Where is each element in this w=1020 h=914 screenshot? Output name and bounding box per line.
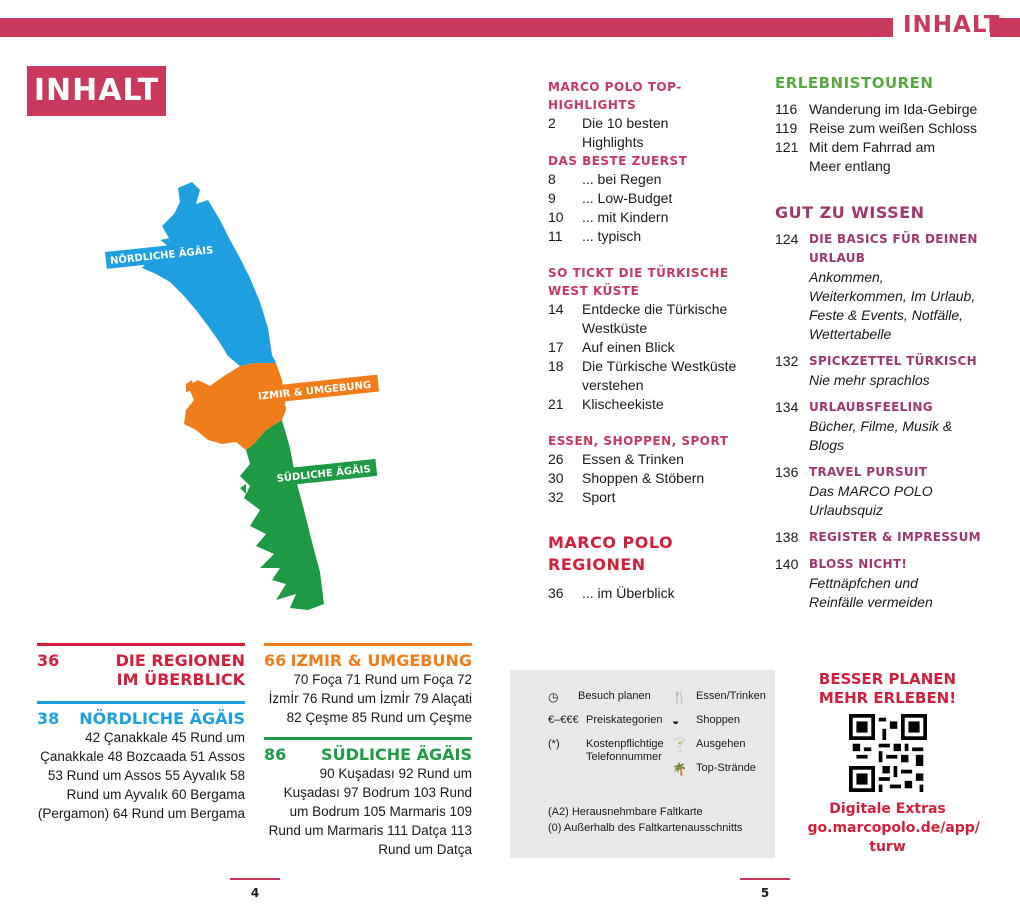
region-title: SÜDLICHE ÄGÄIS [321, 745, 472, 764]
legend-item: 🌴 Top-Strände [672, 762, 756, 776]
toc-entry[interactable]: 11 ... typisch [548, 228, 642, 244]
section-title: MARCO POLO REGIONEN [548, 533, 674, 574]
toc-entry[interactable]: 14 Entdecke die Türkische Westküste [548, 301, 728, 336]
toc-entry[interactable]: 116 Wanderung im Ida-Gebirge [775, 101, 978, 117]
legend-item: (A2) Herausnehmbare Faltkarte [548, 806, 703, 818]
map-island [240, 484, 246, 494]
toc-entry[interactable]: 32 Sport [548, 489, 616, 505]
section-title: GUT ZU WISSEN [775, 203, 925, 222]
region-block-izmir[interactable] [264, 643, 472, 727]
region-number: 38 [37, 709, 60, 728]
toc-section-top-highlights [548, 78, 748, 152]
legend-item: ◷ Besuch planen [548, 690, 651, 704]
toc-entry[interactable]: 36 ... im Überblick [548, 585, 675, 601]
map-region-north [142, 182, 276, 366]
region-pages: 42 Çanakkale 45 Rund um Çanakkale 48 Bozcaada 51 Assos 53 Rund um Assos 55 Ayvalık 58 Rund um Ayvalık 60 Bergama (Pergamon) 64 Rund um Bergama [37, 730, 245, 821]
palm-icon: 🌴 [672, 762, 687, 776]
toc-section-erlebnistouren [775, 74, 985, 176]
legend-item: €–€€€ Preiskategorien [548, 714, 663, 726]
region-block-north[interactable] [37, 701, 245, 823]
qr-code[interactable] [849, 714, 927, 792]
toc-entry[interactable]: 124 DIE BASICS FÜR DEINEN URLAUB Ankommen, Weiterkommen, Im Urlaub, Feste & Events, Notfälle, Wettertabelle [775, 231, 978, 342]
toc-entry[interactable]: 30 Shoppen & Stöbern [548, 470, 705, 486]
promo-link[interactable]: go.marcopolo.de/app/ turw [807, 820, 980, 855]
toc-section-so-tickt [548, 264, 748, 414]
toc-entry[interactable]: 9 ... Low-Budget [548, 190, 673, 206]
promo-extras: Digitale Extras [829, 801, 946, 817]
region-block-south[interactable] [264, 737, 472, 859]
running-title: INHALT [903, 12, 1001, 38]
region-title: NÖRDLICHE ÄGÄIS [79, 709, 245, 728]
svg-text:NÖRDLICHE ÄGÄIS: NÖRDLICHE ÄGÄIS [109, 245, 214, 267]
section-title: DAS BESTE ZUERST [548, 154, 688, 168]
legend-item: 🍸 Ausgehen [672, 738, 746, 752]
toc-section-essen [548, 432, 748, 507]
toc-section-regionen [548, 532, 748, 603]
region-map [100, 180, 400, 620]
toc-entry[interactable]: 136 TRAVEL PURSUIT Das MARCO POLO Urlaubsquiz [775, 464, 933, 518]
region-block-overview[interactable] [37, 643, 245, 689]
page-number-right: 5 [740, 878, 790, 900]
clock-icon: ◷ [548, 690, 559, 704]
toc-section-gut-zu-wissen [775, 204, 985, 620]
page-title: INHALT [27, 66, 166, 116]
section-title: ERLEBNISTOUREN [775, 74, 934, 92]
toc-entry[interactable]: 17 Auf einen Blick [548, 339, 675, 355]
symbol-legend [510, 670, 775, 858]
toc-entry[interactable]: 2 Die 10 besten Highlights [548, 115, 669, 150]
region-pages: 70 Foça 71 Rund um Foça 72 İzmİr 76 Rund um İzmİr 79 Alaçati 82 Çeşme 85 Rund um Çeşme [268, 672, 472, 725]
region-title: DIE REGIONEN IM ÜBERBLICK [115, 651, 245, 689]
toc-entry[interactable]: 119 Reise zum weißen Schloss [775, 120, 978, 136]
section-title: SO TICKT DIE TÜRKISCHE WEST KÜSTE [548, 266, 729, 298]
region-number: 66 [264, 651, 287, 670]
promo-title: BESSER PLANEN MEHR ERLEBEN! [818, 670, 957, 707]
legend-item: ◒ Shoppen [672, 714, 741, 728]
region-number: 86 [264, 745, 287, 764]
legend-item: 🍴 Essen/Trinken [672, 690, 766, 704]
toc-entry[interactable]: 138 REGISTER & IMPRESSUM [775, 529, 981, 545]
toc-entry[interactable]: 140 BLOSS NICHT! Fettnäpfchen und Reinfälle vermeiden [775, 556, 933, 610]
toc-entry[interactable]: 132 SPICKZETTEL TÜRKISCH Nie mehr sprachlos [775, 353, 977, 388]
svg-text:IZMIR & UMGEBUNG: IZMIR & UMGEBUNG [257, 379, 372, 403]
toc-entry[interactable]: 18 Die Türkische Westküste verstehen [548, 358, 737, 393]
page-number-left: 4 [230, 878, 280, 900]
map-region-south [240, 420, 324, 610]
app-promo [795, 670, 980, 857]
svg-text:SÜDLICHE ÄGÄIS: SÜDLICHE ÄGÄIS [276, 464, 372, 485]
cocktail-icon: 🍸 [672, 738, 687, 752]
toc-entry[interactable]: 10 ... mit Kindern [548, 209, 669, 225]
toc-entry[interactable]: 121 Mit dem Fahrrad am Meer entlang [775, 139, 936, 174]
legend-item: (0) Außerhalb des Faltkartenausschnitts [548, 822, 743, 834]
section-title: MARCO POLO TOP-HIGHLIGHTS [548, 80, 682, 112]
region-title: IZMIR & UMGEBUNG [290, 651, 472, 670]
toc-entry[interactable]: 134 URLAUBSFEELING Bücher, Filme, Musik & Blogs [775, 399, 953, 453]
toc-entry[interactable]: 26 Essen & Trinken [548, 451, 684, 467]
toc-section-das-beste [548, 152, 748, 246]
map-island [186, 380, 194, 392]
region-pages: 90 Kuşadası 92 Rund um Kuşadası 97 Bodrum 103 Rund um Bodrum 105 Marmaris 109 Rund um Marmaris 111 Datça 113 Rund um Datça [268, 766, 472, 857]
toc-entry[interactable]: 21 Klischeekiste [548, 396, 664, 412]
toc-entry[interactable]: 8 ... bei Regen [548, 171, 662, 187]
top-bar [0, 18, 893, 37]
legend-item: (*) Kostenpflichtige Telefonnummer [548, 738, 664, 763]
region-number: 36 [37, 651, 60, 670]
section-title: ESSEN, SHOPPEN, SPORT [548, 434, 729, 448]
cutlery-icon: 🍴 [672, 690, 687, 704]
basket-icon: ◒ [672, 714, 680, 728]
